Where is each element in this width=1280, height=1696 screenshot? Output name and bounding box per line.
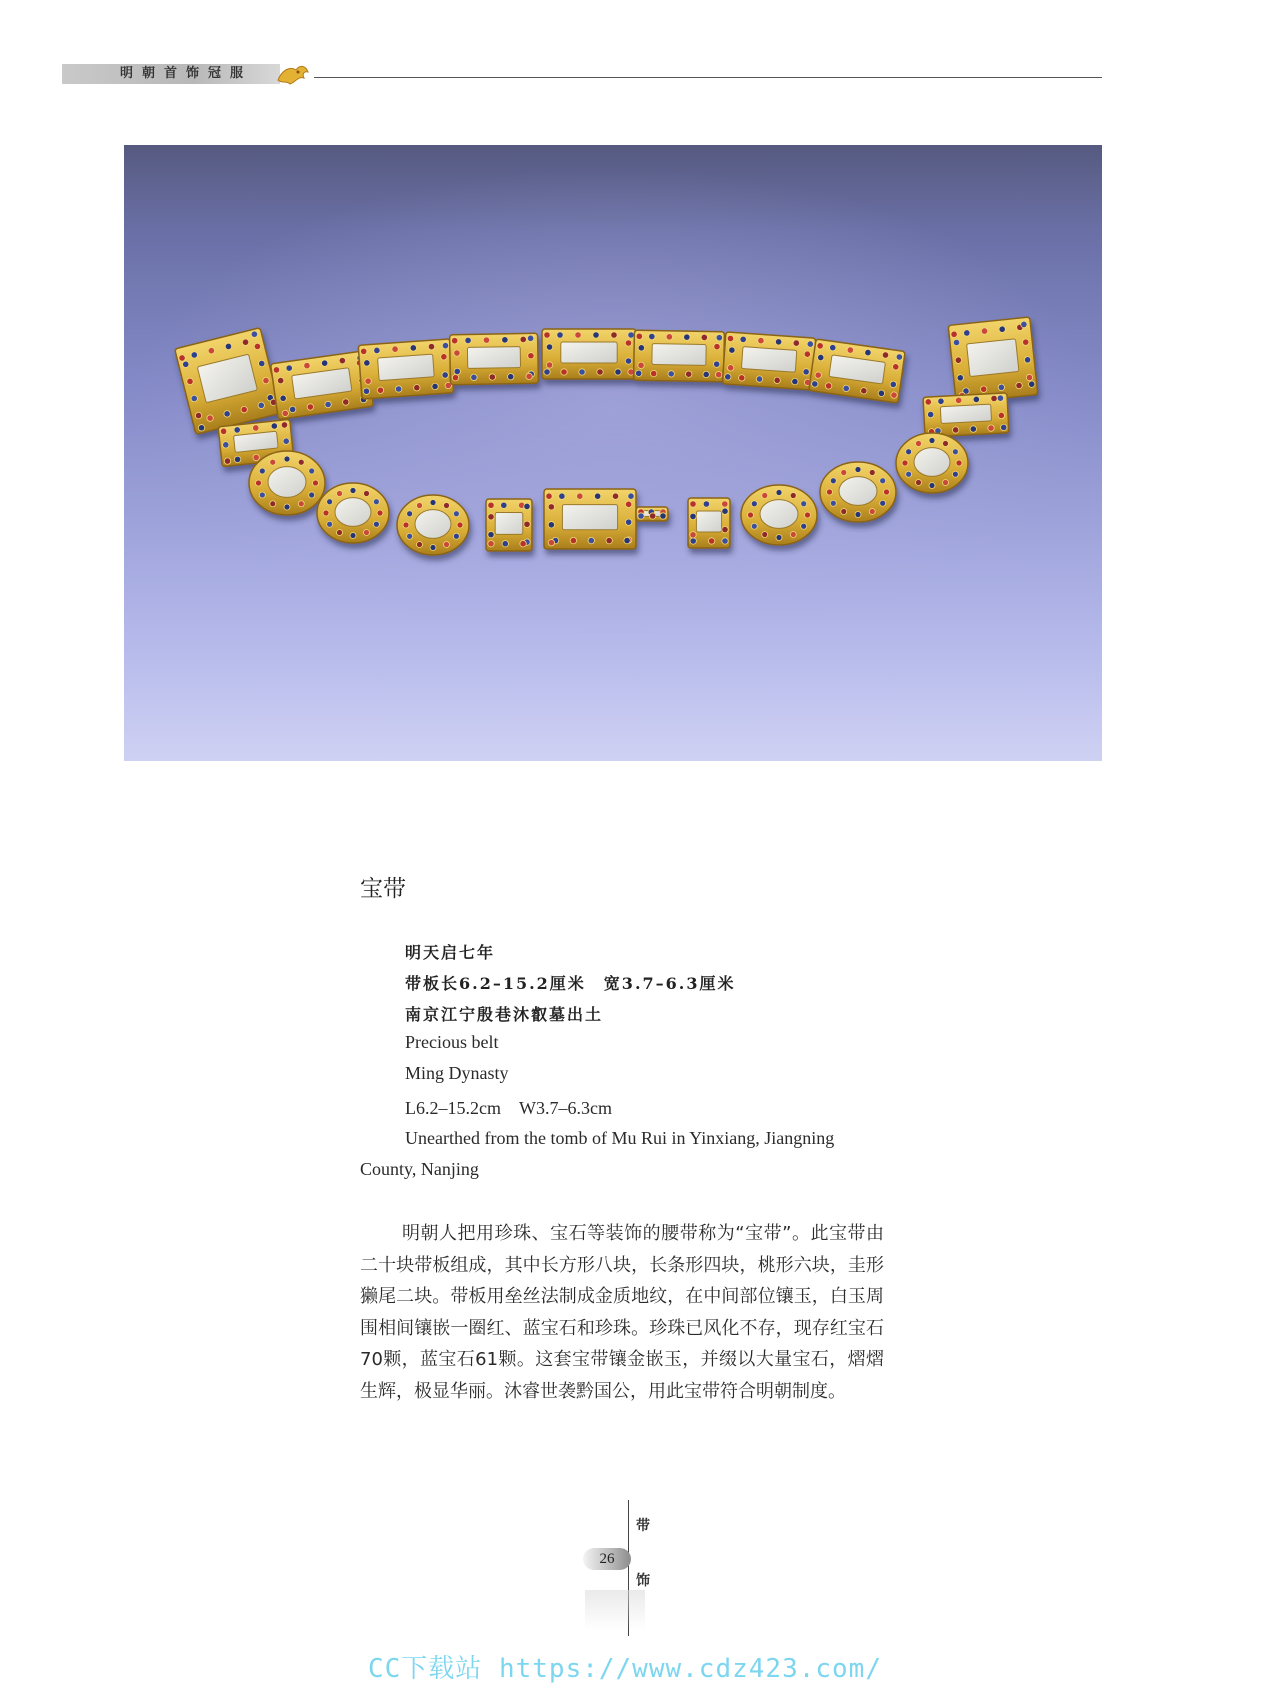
running-title: 明朝首饰冠服 — [120, 66, 253, 81]
gem-belt-illustration — [124, 145, 1102, 761]
object-title: 宝带 — [360, 876, 406, 902]
belt-plaque-round-5 — [820, 462, 896, 522]
belt-plaque-end-right — [948, 317, 1038, 403]
belt-plaque-rect-6 — [634, 330, 725, 382]
belt-plaque-round-4 — [741, 485, 817, 545]
belt-plaque-rect-8 — [809, 339, 905, 403]
belt-buckle-tongue — [636, 507, 668, 521]
belt-photograph — [124, 145, 1102, 761]
belt-plaque-small-right — [923, 393, 1009, 437]
phoenix-ornament-icon — [276, 62, 310, 88]
belt-plaque-narrow-1 — [486, 499, 532, 551]
header-rule — [314, 77, 1102, 78]
dimensions-cn: 带板长6.2–15.2厘米 宽3.7–6.3厘米 — [405, 974, 736, 993]
belt-plaque-rect-5 — [542, 329, 636, 379]
provenance-en: Unearthed from the tomb of Mu Rui in Yinxiang, Jiangning County, Nanjing — [360, 1128, 835, 1179]
belt-plaque-buckle — [544, 489, 636, 549]
date-cn: 明天启七年 — [405, 943, 496, 962]
site-watermark: CC下载站 https://www.cdz423.com/ — [368, 1654, 882, 1684]
section-label-char-1: 带 — [636, 1518, 650, 1534]
section-label-char-2: 饰 — [636, 1573, 650, 1589]
belt-plaque-rect-2 — [271, 351, 374, 420]
dimensions-en: L6.2–15.2cm W3.7–6.3cm — [405, 1098, 612, 1118]
title-en: Precious belt — [405, 1032, 499, 1052]
provenance-cn: 南京江宁殷巷沐叡墓出土 — [405, 1005, 604, 1024]
belt-plaque-rect-3 — [358, 339, 454, 399]
date-en: Ming Dynasty — [405, 1063, 509, 1083]
belt-plaque-round-3 — [397, 495, 469, 555]
footer-shade — [585, 1590, 645, 1630]
belt-plaque-rect-7 — [722, 332, 815, 390]
belt-plaque-round-2 — [317, 483, 389, 543]
belt-plaque-narrow-2 — [688, 498, 730, 548]
belt-plaque-round-6 — [896, 433, 968, 493]
description-paragraph: 明朝人把用珍珠、宝石等装饰的腰带称为“宝带”。此宝带由二十块带板组成，其中长方形八块，长条形四块，桃形六块，圭形獭尾二块。带板用垒丝法制成金质地纹，在中间部位镶玉，白玉周围相间镶嵌一圈红、蓝宝石和珍珠。珍珠已风化不存，现存红宝石70颗，蓝宝石61颗。这套宝带镶金嵌玉，并缀以大量宝石，熠熠生辉，极显华丽。沐睿世袭黔国公，用此宝带符合明朝制度。 — [360, 1223, 884, 1402]
page-number: 26 — [599, 1551, 615, 1567]
belt-plaque-rect-1 — [175, 328, 282, 435]
belt-plaque-round-1 — [249, 451, 325, 515]
belt-plaque-rect-4 — [450, 333, 539, 385]
